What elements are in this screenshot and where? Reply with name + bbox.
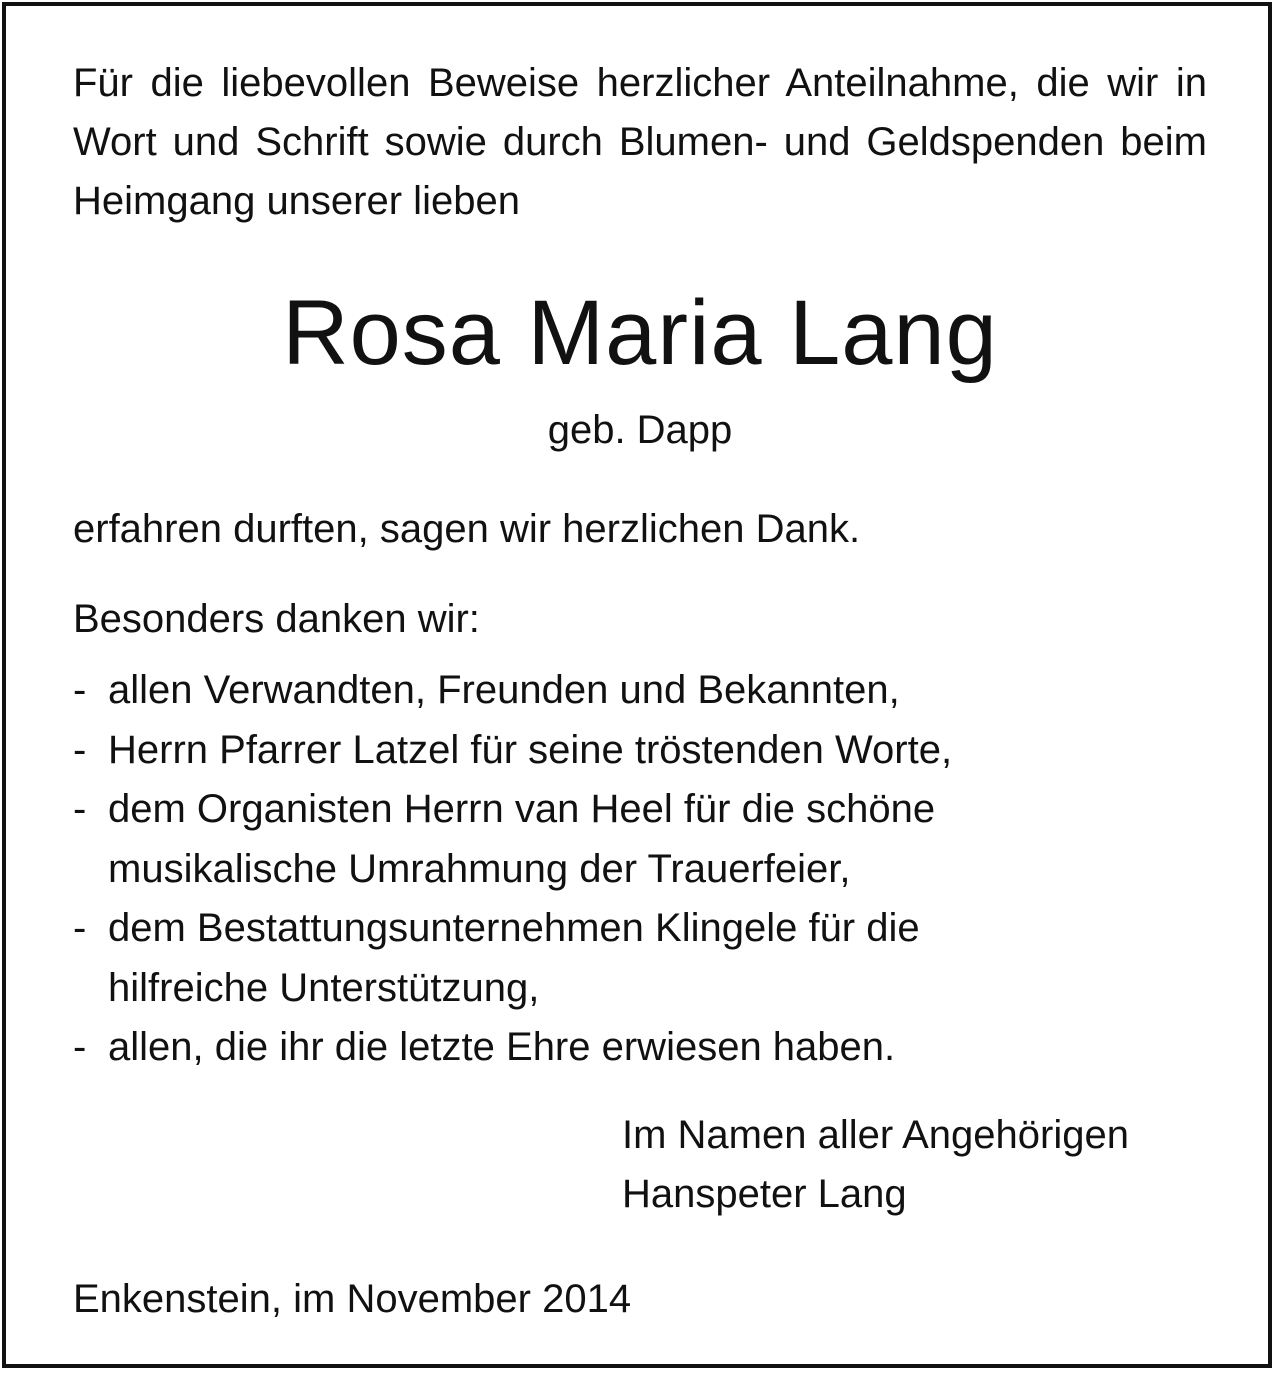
list-item-text: dem Bestattungsunternehmen Klingele für die hilfreiche Unterstützung,	[108, 906, 920, 1010]
bullet-dash: -	[73, 668, 87, 712]
list-item	[73, 721, 1193, 781]
signature-line-1: Im Namen aller Angehörigen	[622, 1113, 1129, 1157]
place-date: Enkenstein, im November 2014	[73, 1277, 632, 1321]
bullet-dash: -	[73, 1025, 87, 1069]
thanks-list	[73, 661, 1193, 1078]
list-item	[73, 899, 1193, 1018]
signature-block	[622, 1106, 1129, 1224]
list-item-text: dem Organisten Herrn van Heel für die schöne musikalische Umrahmung der Trauerfeier,	[108, 787, 936, 891]
list-item	[73, 661, 1193, 721]
bullet-dash: -	[73, 906, 87, 950]
signature-name: Hanspeter Lang	[622, 1172, 907, 1216]
bullet-dash: -	[73, 727, 87, 772]
intro-paragraph: Für die liebevollen Beweise herzlicher Anteilnahme, die wir in Wort und Schrift sowie durch Blumen- und Geldspenden beim Heimgang unserer lieben	[73, 61, 1207, 223]
bullet-dash: -	[73, 787, 87, 831]
special-thanks-heading: Besonders danken wir:	[73, 597, 480, 641]
list-item-text: allen Verwandten, Freunden und Bekannten,	[108, 668, 900, 712]
list-item-text: allen, die ihr die letzte Ehre erwiesen haben.	[108, 1025, 896, 1069]
list-item	[73, 1018, 1193, 1078]
list-item	[73, 780, 1193, 899]
list-item-text: Herrn Pfarrer Latzel für seine tröstenden Worte,	[108, 727, 953, 772]
maiden-name: geb. Dapp	[547, 408, 733, 452]
thanks-line: erfahren durften, sagen wir herzlichen Dank.	[73, 507, 861, 551]
deceased-name: Rosa Maria Lang	[282, 282, 998, 384]
